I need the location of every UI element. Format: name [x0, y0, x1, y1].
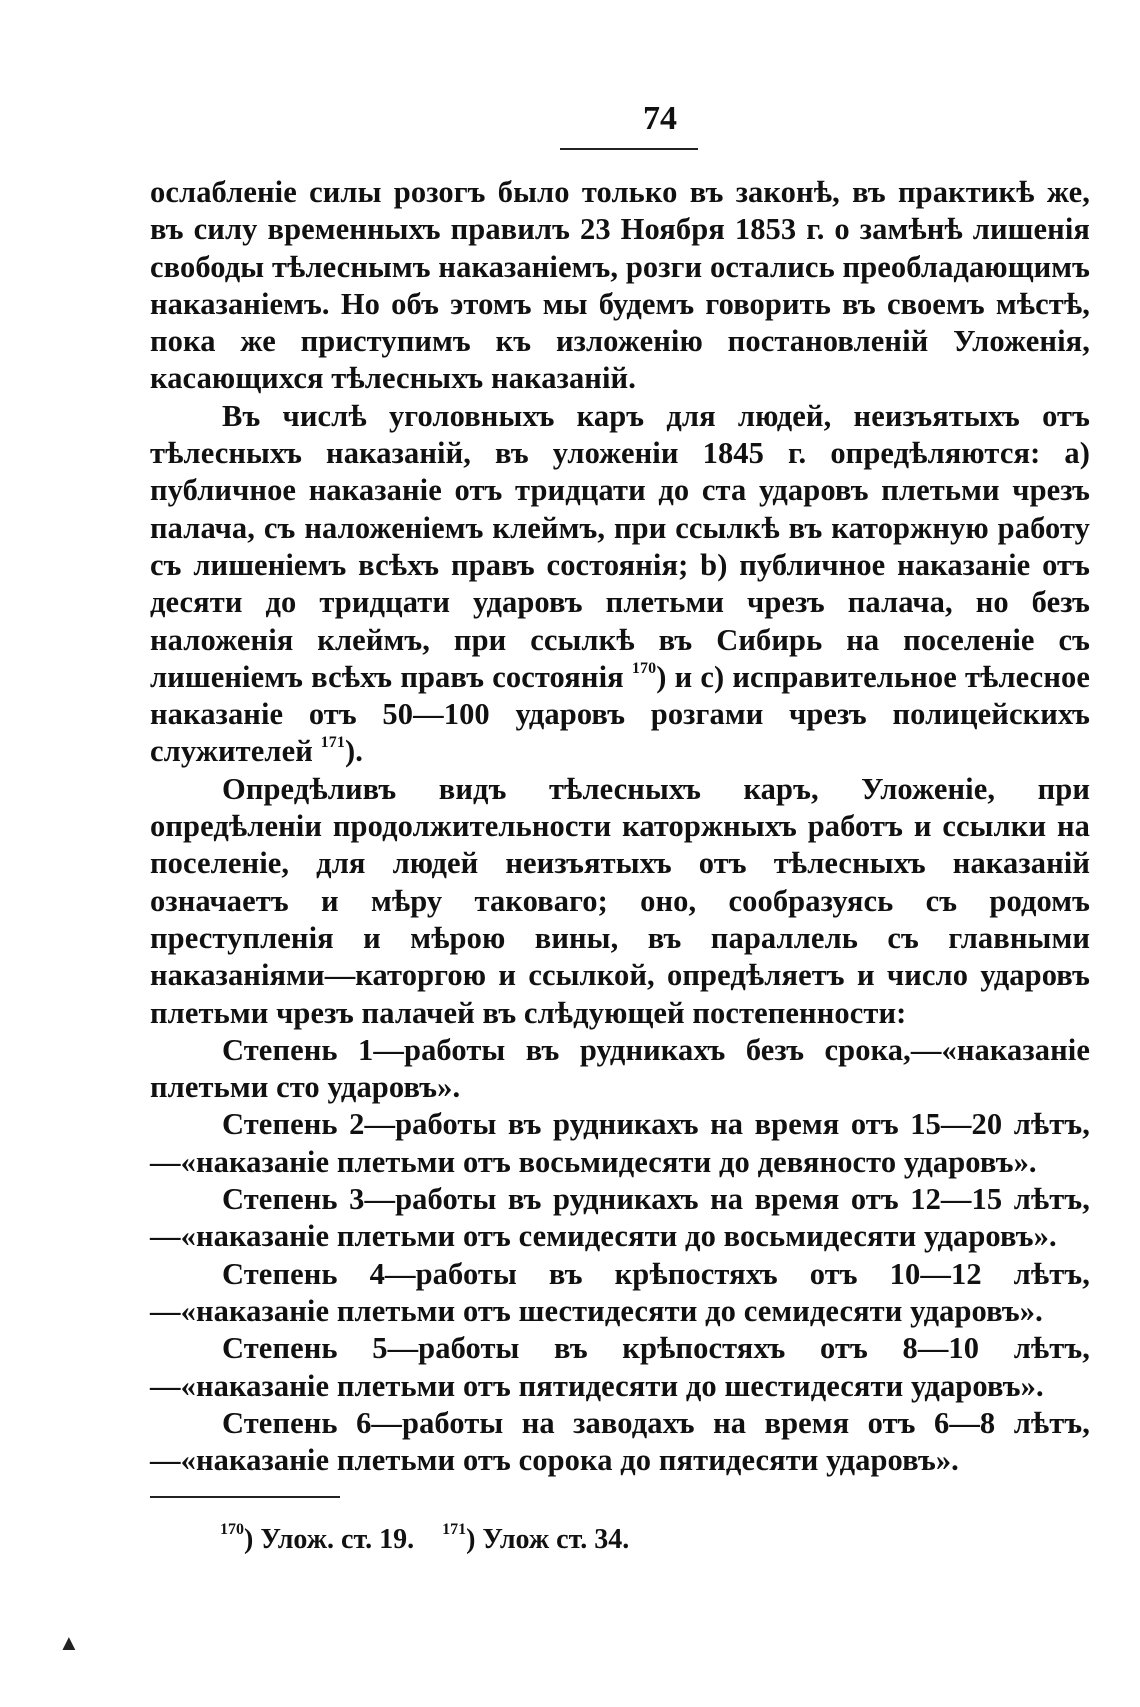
paragraph-text: Степень 2—работы въ рудникахъ на время отъ 15—20 лѣтъ,—«наказаніе плетьми отъ восьмидесяти до девяносто ударовъ». [150, 1107, 1090, 1179]
footnote-reference: 171 [320, 734, 345, 752]
paragraph [150, 771, 1090, 1032]
footnote-171 [442, 1521, 630, 1555]
paragraph [150, 1032, 1090, 1107]
footnote-text: ) Улож ст. 34. [466, 1524, 630, 1555]
paragraph-text: Опредѣливъ видъ тѣлесныхъ каръ, Уложеніе, при опредѣленіи продолжительности каторжныхъ работъ и ссылки на поселеніе, для людей неизъятыхъ отъ тѣлесныхъ наказаній означаетъ и мѣру таковаго; оно, сообразуясь съ родомъ преступленія и мѣрою вины, въ параллель съ главными наказаніями—каторгою и ссылкой, опредѣляетъ и число ударовъ плетьми чрезъ палачей въ слѣдующей постепенности: [150, 771, 1090, 1030]
paragraph-text: ослабленіе силы розогъ было только въ законѣ, въ практикѣ же, въ силу временныхъ правилъ 23 Ноября 1853 г. о замѣнѣ лишенія свободы тѣлеснымъ наказаніемъ, розги остались преобладающимъ наказаніемъ. Но объ этомъ мы будемъ говорить въ своемъ мѣстѣ, пока же приступимъ къ изложенію постановленій Уложенія, касающихся тѣлесныхъ наказаній. [150, 175, 1090, 396]
header-rule [560, 148, 698, 150]
body-text [150, 174, 1090, 1479]
paragraph [150, 174, 1090, 398]
footnote-rule [150, 1496, 340, 1498]
page-number: 74 [643, 100, 677, 137]
paragraph-text: Въ числѣ уголовныхъ каръ для людей, неизъятыхъ отъ тѣлесныхъ наказаній, въ уложеніи 1845 г. опредѣляются: a) публичное наказаніе отъ тридцати до ста ударовъ плетьми чрезъ палача, съ наложеніемъ клеймъ, при ссылкѣ въ каторжную работу съ лишеніемъ всѣхъ правъ состоянія; b) публичное наказаніе отъ десяти до тридцати ударовъ плетьми чрезъ палача, но безъ наложенія клеймъ, при ссылкѣ въ Сибирь на поселеніе съ лишеніемъ всѣхъ правъ состоянія [150, 398, 1090, 694]
footnote-mark: 170 [220, 1521, 244, 1538]
paragraph-text: Степень 1—работы въ рудникахъ безъ срока,—«наказаніе плетьми сто ударовъ». [150, 1032, 1090, 1105]
paragraph [150, 398, 1090, 771]
paragraph-text: ). [344, 734, 363, 769]
paragraph-text: Степень 5—работы въ крѣпостяхъ отъ 8—10 лѣтъ,—«наказаніе плетьми отъ пятидесяти до шестидесяти ударовъ». [150, 1331, 1090, 1403]
footnote-170 [220, 1521, 415, 1555]
paragraph-text: Степень 4—работы въ крѣпостяхъ отъ 10—12 лѣтъ,—«наказаніе плетьми отъ шестидесяти до семидесяти ударовъ». [150, 1256, 1090, 1328]
paragraph-text: Степень 6—работы на заводахъ на время отъ 6—8 лѣтъ,—«наказаніе плетьми отъ сорока до пятидесяти ударовъ». [150, 1405, 1090, 1478]
footnote-reference: 170 [631, 659, 657, 677]
paragraph [150, 1181, 1090, 1256]
footnotes [220, 1521, 630, 1556]
paragraph-text: ) и c) исправительное тѣлесное наказаніе отъ 50—100 ударовъ розгами чрезъ полицейскихъ служителей [150, 659, 1090, 769]
footnote-text: ) Улож. ст. 19. [244, 1524, 415, 1555]
paragraph-text: Степень 3—работы въ рудникахъ на время отъ 12—15 лѣтъ,—«наказаніе плетьми отъ семидесяти до восьмидесяти ударовъ». [150, 1182, 1090, 1254]
paragraph [150, 1106, 1090, 1181]
paragraph [150, 1256, 1090, 1331]
scan-artifact-mark: ▲ [58, 1630, 80, 1655]
book-page [150, 100, 1090, 1555]
paragraph [150, 1330, 1090, 1405]
footnote-mark: 171 [442, 1521, 467, 1538]
paragraph [150, 1405, 1090, 1480]
